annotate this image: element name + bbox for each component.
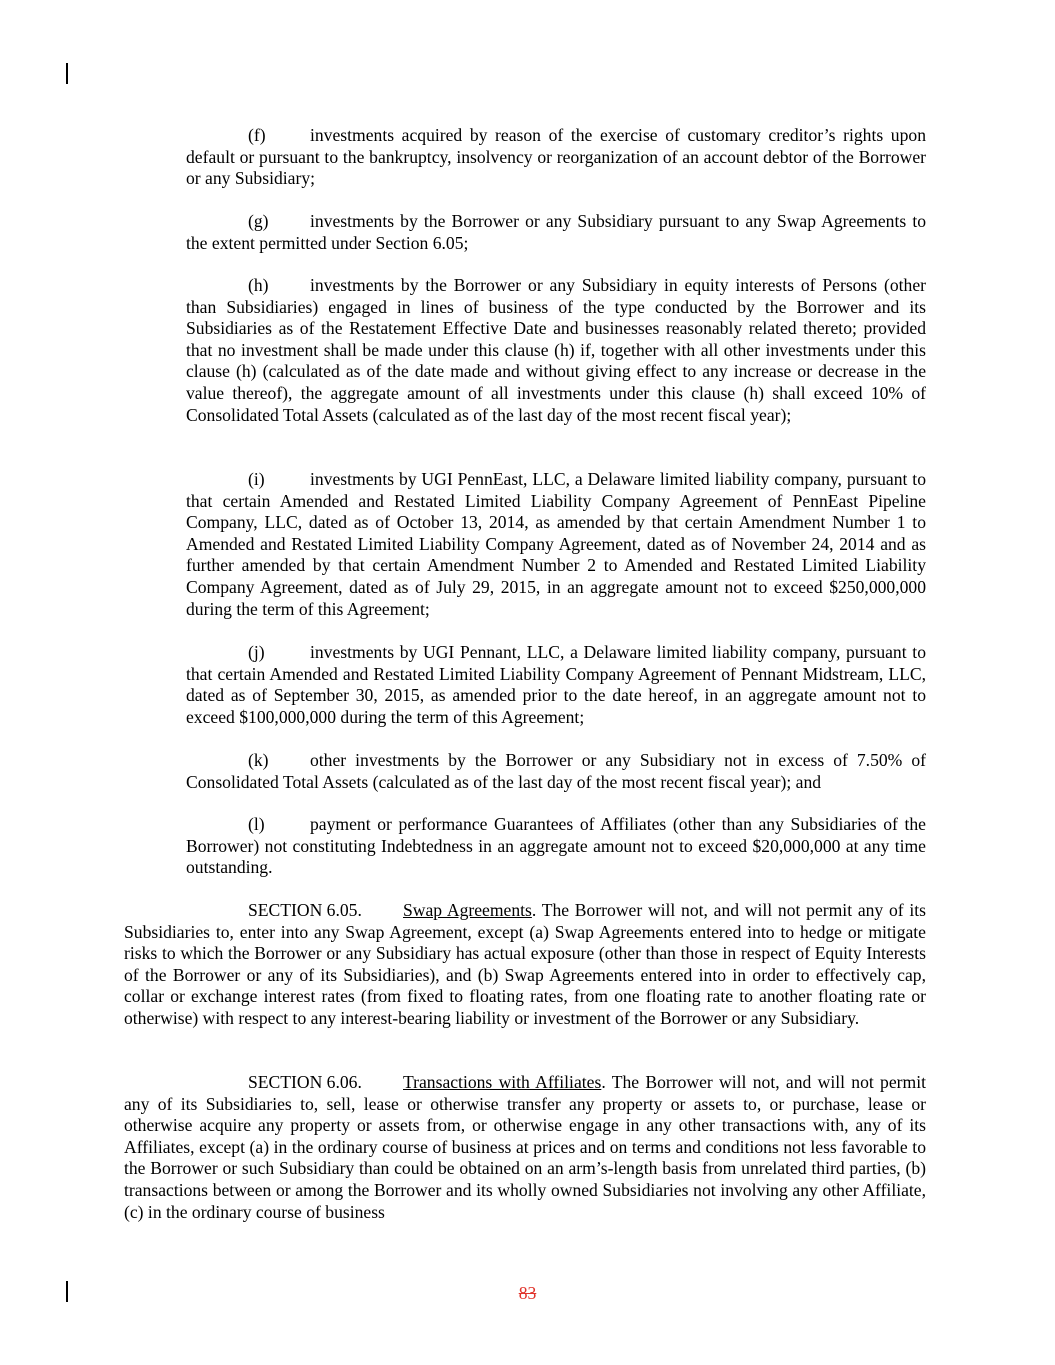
clause-k [186,750,926,793]
section-number: SECTION 6.05. [248,900,362,920]
clause-text: investments acquired by reason of the exercise of customary creditor’s rights upon default or pursuant to the bankruptcy, insolvency or reorganization of an account debtor of the Borrower or any Subsidiary; [186,125,926,189]
section-6-05 [124,900,926,1030]
section-6-06 [124,1072,926,1223]
section-text: . The Borrower will not, and will not permit any of its Subsidiaries to, sell, lease or otherwise transfer any property or assets to, or purchase, lease or otherwise acquire any property or assets from, or otherwise engage in any other transactions with, any of its Affiliates, except (a) in the ordinary course of business at prices and on terms and conditions not less favorable to the Borrower or such Subsidiary than could be obtained on an arm’s-length basis from unrelated third parties, (b) transactions between or among the Borrower and its wholly owned Subsidiaries not involving any other Affiliate, (c) in the ordinary course of business [124,1072,926,1222]
clause-h [186,275,926,426]
change-bar-top [66,63,68,84]
clause-text: investments by the Borrower or any Subsidiary pursuant to any Swap Agreements to the extent permitted under Section 6.05; [186,211,926,253]
section-text: . The Borrower will not, and will not permit any of its Subsidiaries to, enter into any Swap Agreement, except (a) Swap Agreements entered into to hedge or mitigate risks to which the Borrower or any Subsidiary has actual exposure (other than those in respect of Equity Interests of the Borrower or any of its Subsidiaries), and (b) Swap Agreements entered into in order to effectively cap, collar or exchange interest rates (from fixed to floating rates, from one floating rate to another floating rate or otherwise) with respect to any interest-bearing liability or investment of the Borrower or any Subsidiary. [124,900,926,1028]
clause-i [186,469,926,620]
clause-label: (g) [248,211,269,231]
clause-label: (l) [248,814,265,834]
clause-label: (h) [248,275,269,295]
clause-f [186,125,926,190]
clause-label: (k) [248,750,269,770]
clause-text: payment or performance Guarantees of Affiliates (other than any Subsidiaries of the Borrower) not constituting Indebtedness in an aggregate amount not to exceed $20,000,000 at any time outstanding. [186,814,926,878]
clause-label: (j) [248,642,265,662]
clause-l [186,814,926,879]
section-title: Swap Agreements [403,900,532,920]
clause-text: other investments by the Borrower or any Subsidiary not in excess of 7.50% of Consolidated Total Assets (calculated as of the last day of the most recent fiscal year); and [186,750,926,792]
clause-g [186,211,926,254]
clause-label: (f) [248,125,266,145]
clause-text: investments by UGI Pennant, LLC, a Delaware limited liability company, pursuant to that certain Amended and Restated Limited Liability Company Agreement of Pennant Midstream, LLC, dated as of September 30, 2015, as amended prior to the date hereof, in an aggregate amount not to exceed $100,000,000 during the term of this Agreement; [186,642,926,727]
clause-label: (i) [248,469,265,489]
page-number: 83 [518,1283,537,1303]
section-title: Transactions with Affiliates [403,1072,602,1092]
clause-text: investments by UGI PennEast, LLC, a Delaware limited liability company, pursuant to that certain Amended and Restated Limited Liability Company Agreement of PennEast Pipeline Company, LLC, dated as of October 13, 2014, as amended by that certain Amendment Number 1 to Amended and Restated Limited Liability Company Agreement, dated as of November 24, 2014 and as further amended by that certain Amendment Number 2 to Amended and Restated Limited Liability Company Agreement, dated as of July 29, 2015, in an aggregate amount not to exceed $250,000,000 during the term of this Agreement; [186,469,926,619]
clause-j [186,642,926,728]
section-number: SECTION 6.06. [248,1072,362,1092]
clause-text: investments by the Borrower or any Subsidiary in equity interests of Persons (other than Subsidiaries) engaged in lines of business of the type conducted by the Borrower and its Subsidiaries as of the Restatement Effective Date and businesses reasonably related thereto; provided that no investment shall be made under this clause (h) if, together with all other investments under this clause (h) (calculated as of the date made and without giving effect to any increase or decrease in the value thereof), the aggregate amount of all investments under this clause (h) shall exceed 10% of Consolidated Total Assets (calculated as of the last day of the most recent fiscal year); [186,275,926,425]
